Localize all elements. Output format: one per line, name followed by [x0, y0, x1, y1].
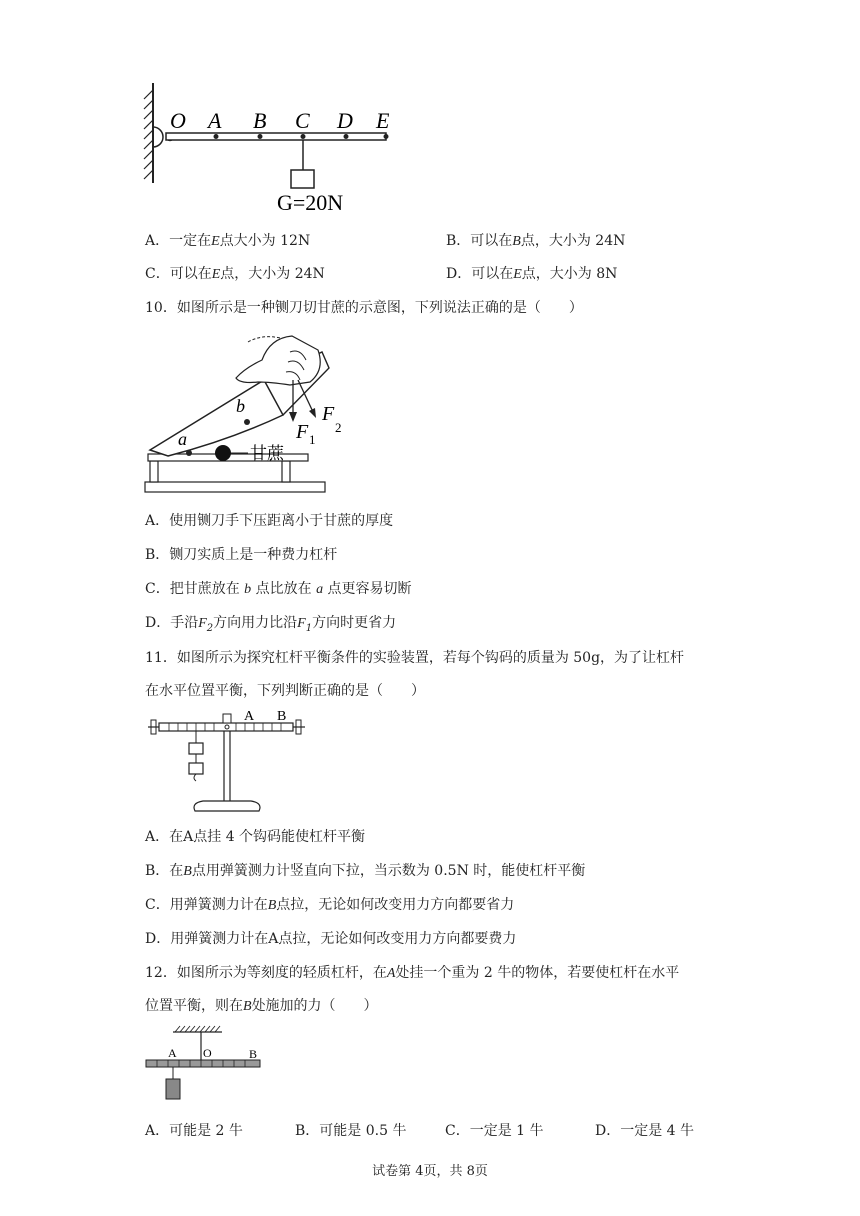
- lever-diagram-q12: [140, 1022, 270, 1107]
- option-text: 点，大小为 24N: [220, 266, 325, 282]
- option-text: 点用弹簧测力计竖直向下拉，当示数为 0.5N 时，能使杠杆平衡: [191, 863, 586, 879]
- force-var: F: [297, 616, 306, 631]
- q9-option-b[interactable]: [446, 231, 625, 252]
- force-label-f1: F: [296, 421, 309, 443]
- point-var: A: [386, 966, 396, 981]
- option-text: C．用弹簧测力计在: [145, 897, 268, 913]
- point-var: B: [243, 999, 252, 1014]
- force-label-f1-sub: 1: [309, 432, 316, 447]
- option-text: 点，大小为 24N: [520, 233, 626, 249]
- point-label-a: A: [168, 1046, 177, 1060]
- point-label-d: D: [337, 108, 353, 133]
- guillotine-diagram-q10: [140, 330, 360, 500]
- option-text: 点大小为 12N: [219, 233, 311, 249]
- force-sub: 1: [305, 622, 313, 634]
- point-var: E: [211, 267, 221, 282]
- q11-option-a[interactable]: [145, 827, 365, 847]
- q10-option-a[interactable]: A．使用铡刀手下压距离小于甘蔗的厚度: [145, 513, 394, 529]
- q12-option-d[interactable]: D．一定是 4 牛: [595, 1123, 695, 1139]
- option-text: D．用弹簧测力计在: [145, 931, 269, 947]
- point-var: B: [512, 234, 521, 249]
- point-var: E: [211, 234, 220, 249]
- q10-option-c[interactable]: [145, 579, 412, 600]
- q12-option-c[interactable]: C．一定是 1 牛: [445, 1123, 544, 1139]
- point-label-a: A: [208, 108, 222, 133]
- point-var: B: [183, 864, 192, 879]
- force-sub: 2: [206, 622, 214, 634]
- force-label-f2: F: [322, 403, 335, 425]
- point-var: b: [244, 582, 252, 597]
- option-text: 点拉，无论如何改变用力方向都要费力: [278, 931, 517, 947]
- stem-text: 处挂一个重为 2 牛的物体，若要使杠杆在水平: [395, 965, 680, 981]
- point-label-b: B: [249, 1047, 258, 1061]
- q11-option-b[interactable]: [145, 861, 585, 882]
- stem-text: 12．如图所示为等刻度的轻质杠杆，在: [145, 965, 387, 981]
- option-text: A．一定在: [145, 233, 212, 249]
- q9-option-c[interactable]: [145, 264, 325, 285]
- point-label-e: E: [376, 108, 390, 133]
- option-text: 点比放在: [255, 581, 312, 597]
- option-text: 方向时更省力: [312, 615, 397, 631]
- stem-text: 处施加的力（ ）: [251, 998, 378, 1014]
- point-label-b: b: [236, 396, 245, 416]
- point-var: B: [267, 898, 277, 913]
- point-label-a: a: [178, 429, 187, 449]
- option-text: A．在: [145, 829, 184, 845]
- q12-stem-line1: [145, 963, 679, 984]
- q12-option-a[interactable]: A．可能是 2 牛: [145, 1123, 243, 1139]
- stem-text: 位置平衡，则在: [145, 998, 243, 1014]
- force-var: F: [198, 616, 207, 631]
- point-var: A: [268, 931, 279, 947]
- point-var: a: [316, 582, 324, 597]
- option-text: 点更容易切断: [327, 581, 412, 597]
- option-text: 点拉，无论如何改变用力方向都要省力: [276, 897, 515, 913]
- q12-stem-line2: [145, 996, 378, 1017]
- option-text: 点，大小为 8N: [521, 266, 618, 282]
- option-text: 方向用力比沿: [213, 615, 298, 631]
- q12-option-b[interactable]: B．可能是 0.5 牛: [295, 1123, 407, 1139]
- page-footer: 试卷第 4页，共 8页: [372, 1164, 488, 1179]
- option-text: 点挂 4 个钩码能使杠杆平衡: [193, 829, 366, 845]
- option-text: D．可以在: [446, 266, 514, 282]
- point-label-o: O: [170, 108, 186, 133]
- q10-option-b[interactable]: B．铡刀实质上是一种费力杠杆: [145, 547, 338, 563]
- weight-label: G=20N: [277, 190, 344, 215]
- force-label-f2-sub: 2: [335, 420, 342, 435]
- point-label-a: A: [244, 709, 255, 724]
- point-label-b: B: [277, 709, 287, 724]
- option-text: B．在: [145, 863, 184, 879]
- q11-option-d[interactable]: [145, 929, 516, 949]
- option-text: C．可以在: [145, 266, 212, 282]
- q11-stem-line1: 11．如图所示为探究杠杆平衡条件的实验装置，若每个钩码的质量为 50g，为了让杠杆: [145, 650, 685, 666]
- q11-option-c[interactable]: [145, 895, 514, 916]
- q10-option-d[interactable]: [145, 613, 396, 639]
- option-text: C．把甘蔗放在: [145, 581, 240, 597]
- cane-label: 甘蔗: [250, 444, 284, 463]
- point-label-c: C: [295, 108, 310, 133]
- option-text: D．手沿: [145, 615, 199, 631]
- q9-option-d[interactable]: [446, 264, 617, 285]
- q11-stem-line2: 在水平位置平衡，下列判断正确的是（ ）: [145, 683, 425, 699]
- q9-option-a[interactable]: [145, 231, 310, 252]
- point-label-o: O: [203, 1046, 212, 1060]
- option-text: B．可以在: [446, 233, 513, 249]
- point-label-b: B: [253, 108, 267, 133]
- point-var: A: [183, 829, 194, 845]
- point-var: E: [513, 267, 522, 282]
- q10-stem: 10．如图所示是一种铡刀切甘蔗的示意图，下列说法正确的是（ ）: [145, 300, 583, 316]
- lever-diagram-q9: [140, 78, 410, 218]
- lever-apparatus-q11: [145, 705, 310, 820]
